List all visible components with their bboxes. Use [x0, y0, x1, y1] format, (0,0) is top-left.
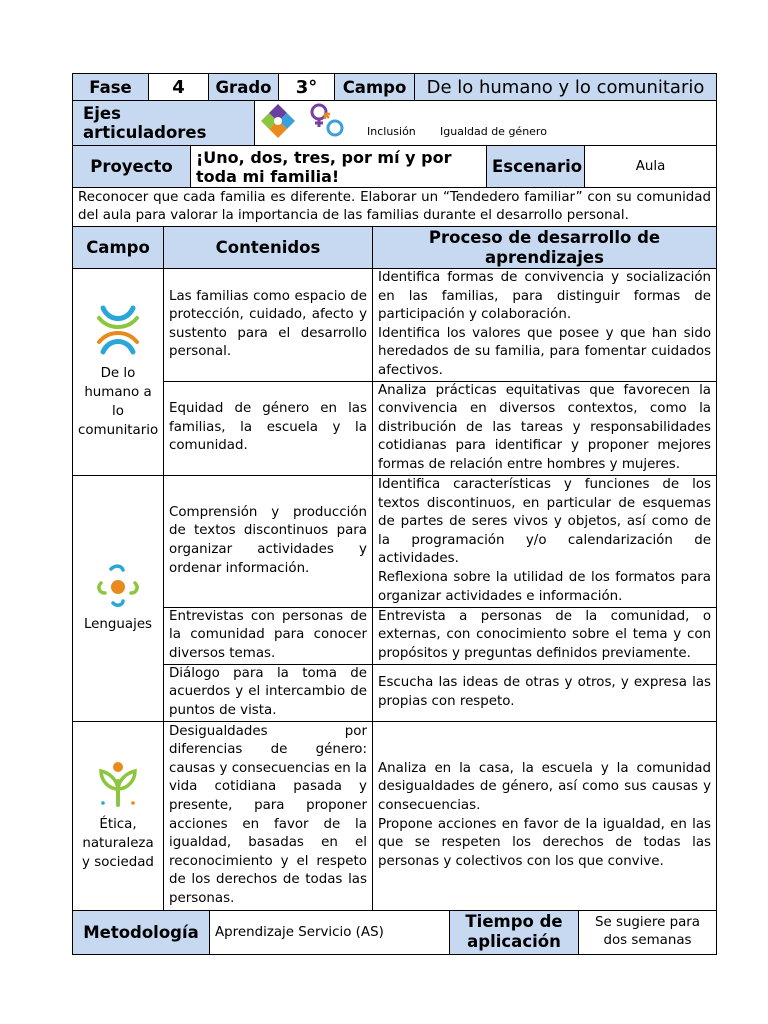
tiempo-label: Tiempo de aplicación — [450, 910, 579, 954]
campo-humano-label: De lo humano a lo comunitario — [78, 365, 159, 438]
eje-igualdad-text: Igualdad de género — [440, 125, 547, 138]
metodologia-label: Metodología — [73, 910, 210, 954]
campo-lenguajes-label: Lenguajes — [83, 616, 153, 632]
proyecto-title: ¡Uno, dos, tres, por mí y por toda mi familia! — [191, 146, 487, 188]
proceso-cell: Analiza en la casa, la escuela y la comunidad desigualdades de género, así como sus causas y consecuencias. Propone acciones en favor de la igualdad, en las que se respeten los derechos de todas las personas y colectivos con los que convive. — [373, 721, 717, 910]
gender-equality-icon — [306, 101, 346, 145]
ejes-label: Ejes articuladores — [73, 101, 255, 146]
campo-humano-cell — [73, 269, 164, 476]
header-table — [72, 73, 717, 101]
contenido-cell: Desigualdades por diferencias de género: causas y consecuencias en la vida cotidiana pasada y presente, para proponer acciones en favor de la igualdad, basadas en el reconocimiento y el respeto de los derechos de todas las personas. — [164, 721, 373, 910]
table-row — [73, 721, 717, 910]
grado-value: 3° — [279, 74, 335, 101]
escenario-label: Escenario — [487, 146, 585, 188]
contenido-cell: Entrevistas con personas de la comunidad para conocer diversos temas. — [164, 607, 373, 664]
col-header-campo: Campo — [73, 227, 164, 269]
proceso-cell: Identifica formas de convivencia y socialización en las familias, para distinguir formas de participación y colaboración. Identifica los valores que posee y que han sido heredados de su familia, para fomentar cuidados afectivos. — [373, 269, 717, 382]
table-row — [73, 607, 717, 664]
content-table — [72, 187, 717, 911]
proyecto-label: Proyecto — [73, 146, 191, 188]
campo-label: Campo — [335, 74, 415, 101]
etica-naturaleza-icon — [78, 759, 158, 813]
inclusion-icon — [259, 102, 297, 144]
ejes-items — [255, 101, 717, 146]
planning-sheet — [72, 73, 716, 955]
table-row — [73, 475, 717, 607]
proyecto-table — [72, 145, 717, 188]
fase-label: Fase — [73, 74, 149, 101]
col-header-contenidos: Contenidos — [164, 227, 373, 269]
project-description: Reconocer que cada familia es diferente. Elaborar un “Tendedero familiar” con su comunidad del aula para valorar la importancia de las familias durante el desarrollo personal. — [73, 188, 717, 227]
proceso-cell: Escucha las ideas de otras y otros, y expresa las propias con respeto. — [373, 664, 717, 721]
humano-comunitario-icon — [78, 304, 158, 362]
proceso-cell: Entrevista a personas de la comunidad, o externas, con conocimiento sobre el tema y con propósitos y preguntas definidos previamente. — [373, 607, 717, 664]
campo-etica-cell — [73, 721, 164, 910]
contenido-cell: Comprensión y producción de textos discontinuos para organizar actividades y ordenar información. — [164, 475, 373, 607]
proceso-cell: Analiza prácticas equitativas que favorecen la convivencia en diversos contextos, como la distribución de las tareas y responsabilidades cotidianas para identificar y proponer mejores formas de relación entre hombres y mujeres. — [373, 381, 717, 475]
lenguajes-icon — [78, 563, 158, 613]
fase-value: 4 — [149, 74, 209, 101]
table-row — [73, 664, 717, 721]
metodologia-value: Aprendizaje Servicio (AS) — [210, 910, 450, 954]
table-row — [73, 381, 717, 475]
campo-value: De lo humano y lo comunitario — [415, 74, 717, 101]
ejes-table — [72, 100, 717, 146]
table-row — [73, 269, 717, 382]
campo-etica-label: Ética, naturaleza y sociedad — [82, 817, 154, 871]
campo-lenguajes-cell — [73, 475, 164, 721]
grado-label: Grado — [209, 74, 279, 101]
eje-inclusion-text: Inclusión — [367, 125, 416, 138]
tiempo-value: Se sugiere para dos semanas — [579, 910, 717, 954]
escenario-value: Aula — [585, 146, 717, 188]
contenido-cell: Equidad de género en las familias, la escuela y la comunidad. — [164, 381, 373, 475]
col-header-proceso: Proceso de desarrollo de aprendizajes — [373, 227, 717, 269]
proceso-cell: Identifica características y funciones de los textos discontinuos, en particular de esquemas de partes de seres vivos y objetos, así como de la programación y/o calendarización de actividades. Reflexiona sobre la utilidad de los formatos para organizar actividades e información. — [373, 475, 717, 607]
contenido-cell: Diálogo para la toma de acuerdos y el intercambio de puntos de vista. — [164, 664, 373, 721]
footer-table — [72, 910, 717, 955]
contenido-cell: Las familias como espacio de protección, cuidado, afecto y sustento para el desarrollo personal. — [164, 269, 373, 382]
